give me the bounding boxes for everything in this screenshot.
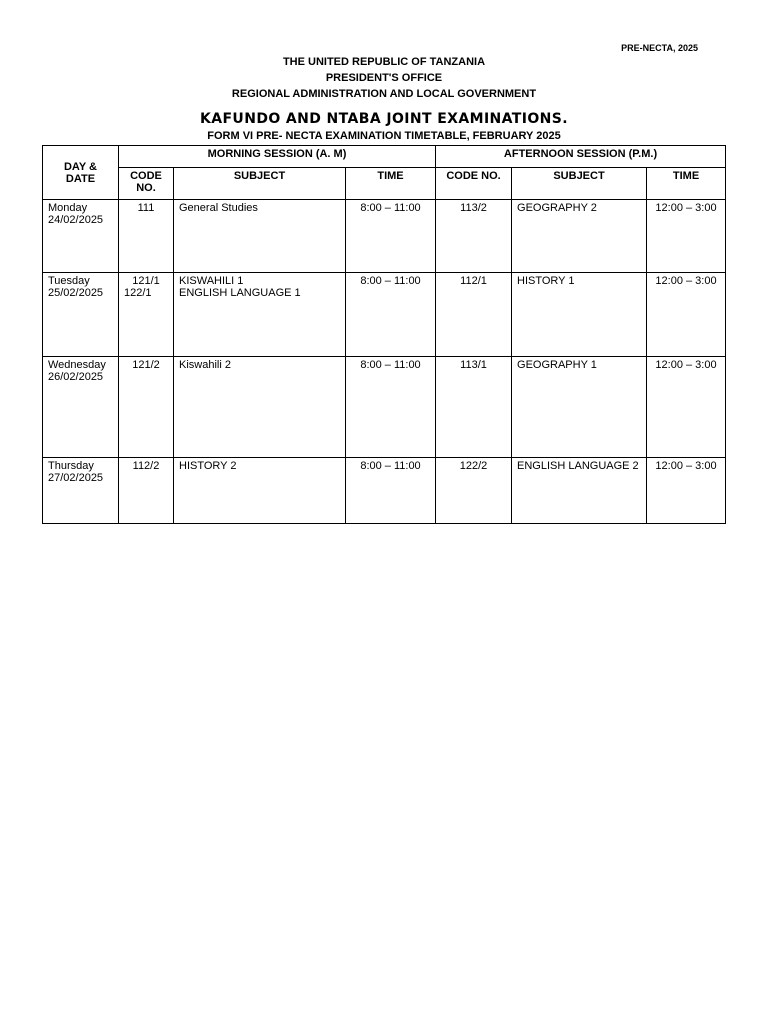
day-name: Monday [48, 202, 88, 214]
document-tag: PRE-NECTA, 2025 [621, 43, 698, 53]
am-code: 112/2 [132, 460, 160, 472]
day-cell [43, 273, 119, 357]
am-subject: ENGLISH LANGUAGE 1 [179, 287, 301, 299]
am-code: 121/2 [132, 359, 160, 371]
am-subject-cell [174, 200, 346, 273]
afternoon-session-header: AFTERNOON SESSION (P.M.) [436, 146, 726, 168]
table-row [43, 357, 726, 458]
document-title: KAFUNDO AND NTABA JOINT EXAMINATIONS. [199, 111, 568, 127]
day-name: Thursday [48, 460, 94, 472]
table-row [43, 458, 726, 524]
table-row [43, 273, 726, 357]
exam-date: 27/02/2025 [48, 472, 104, 484]
pm-code: 122/2 [436, 458, 512, 524]
time-am-header: TIME [346, 168, 436, 200]
exam-date: 26/02/2025 [48, 371, 104, 383]
subject-pm-header: SUBJECT [512, 168, 647, 200]
pm-time: 12:00 – 3:00 [647, 273, 726, 357]
pm-code: 113/2 [436, 200, 512, 273]
day-name: Wednesday [48, 359, 106, 371]
pm-time: 12:00 – 3:00 [647, 458, 726, 524]
am-subject-cell [174, 357, 346, 458]
table-row [43, 200, 726, 273]
pm-time: 12:00 – 3:00 [647, 200, 726, 273]
am-code: 122/1 [124, 287, 152, 299]
am-time: 8:00 – 11:00 [346, 200, 436, 273]
day-cell [43, 458, 119, 524]
day-name: Tuesday [48, 275, 90, 287]
am-subject: General Studies [179, 202, 258, 214]
morning-session-header: MORNING SESSION (A. M) [119, 146, 436, 168]
code-am-header: CODE NO. [119, 168, 174, 200]
am-code: 121/1 [132, 275, 160, 287]
am-time: 8:00 – 11:00 [346, 357, 436, 458]
am-subject-cell [174, 458, 346, 524]
pm-subject: ENGLISH LANGUAGE 2 [512, 458, 647, 524]
document-subtitle: FORM VI PRE- NECTA EXAMINATION TIMETABLE, FEBRUARY 2025 [207, 130, 561, 142]
am-code-cell [119, 273, 174, 357]
day-date-header: DAY & DATE [43, 146, 119, 200]
code-pm-header: CODE NO. [436, 168, 512, 200]
am-code-cell [119, 357, 174, 458]
am-subject: KISWAHILI 1 [179, 275, 244, 287]
timetable [42, 145, 726, 524]
am-code-cell [119, 200, 174, 273]
pm-code: 113/1 [436, 357, 512, 458]
pm-subject: GEOGRAPHY 2 [512, 200, 647, 273]
pm-code: 112/1 [436, 273, 512, 357]
header-country: THE UNITED REPUBLIC OF TANZANIA [282, 56, 486, 68]
pm-subject: GEOGRAPHY 1 [512, 357, 647, 458]
time-pm-header: TIME [647, 168, 726, 200]
pm-time: 12:00 – 3:00 [647, 357, 726, 458]
am-code-cell [119, 458, 174, 524]
header-office: PRESIDENT'S OFFICE [325, 72, 443, 84]
am-code: 111 [137, 202, 155, 214]
am-time: 8:00 – 11:00 [346, 273, 436, 357]
am-subject: HISTORY 2 [179, 460, 237, 472]
am-time: 8:00 – 11:00 [346, 458, 436, 524]
subject-am-header: SUBJECT [174, 168, 346, 200]
am-subject: Kiswahili 2 [179, 359, 231, 371]
header-department: REGIONAL ADMINISTRATION AND LOCAL GOVERNMENT [231, 88, 537, 100]
exam-date: 25/02/2025 [48, 287, 104, 299]
am-subject-cell [174, 273, 346, 357]
exam-date: 24/02/2025 [48, 214, 104, 226]
day-cell [43, 357, 119, 458]
pm-subject: HISTORY 1 [512, 273, 647, 357]
day-cell [43, 200, 119, 273]
